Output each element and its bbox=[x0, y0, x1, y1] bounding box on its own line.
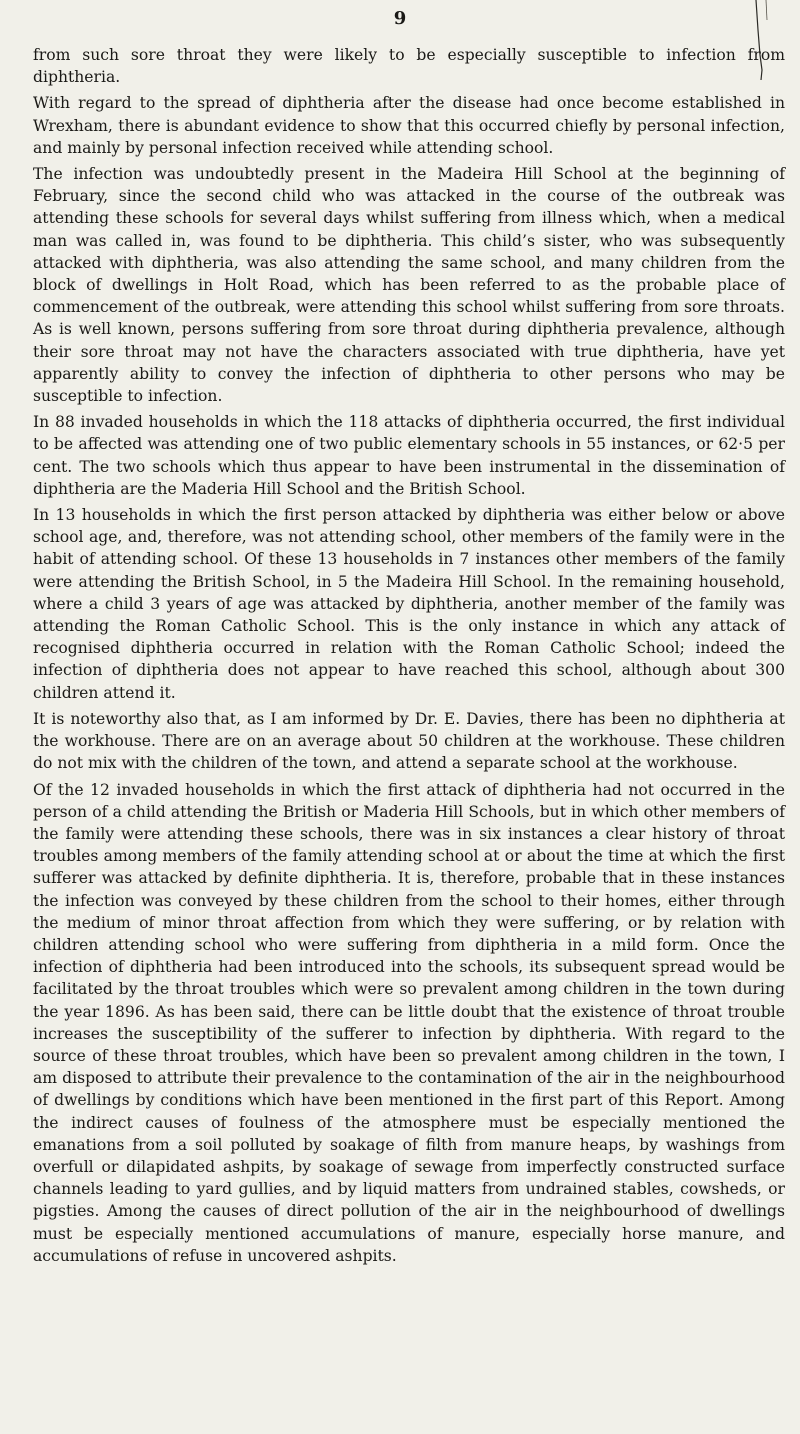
paragraph-workhouse: It is noteworthy also that, as I am informed by Dr. E. Davies, there has been no diphtheria at the workhouse. There are on an average about 50 children at the workhouse. These children do not mix with the children of the town, and attend a separate school at the workhouse. bbox=[33, 709, 785, 773]
paragraph-madeira-hill-school: The infection was undoubtedly present in the Madeira Hill School at the beginning of February, since the second child who was attacked in the course of the outbreak was attending these schools for several days whilst suffering from illness which, when a medical man was called in, was found to be diphtheria. This child’s sister, who was subsequently attacked with diphtheria, was also attending the same school, and many children from the block of dwellings in Holt Road, which has been referred to as the probable place of commencement of the outbreak, were attending this school whilst suffering from sore throats. As is well known, persons suffering from sore throat during diphtheria prevalence, although their sore throat may not have the characters associated with true diphtheria, have yet apparently ability to convey the infection of diphtheria to other persons who may be susceptible to infection. bbox=[33, 165, 785, 406]
paragraph-twelve-households: Of the 12 invaded households in which the first attack of diphtheria had not occurred in the person of a child attending the British or Maderia Hill Schools, but in which other members of the family were attending these schools, there was in six instances a clear history of throat troubles among members of the family attending school at or about the time at which the first sufferer was attacked by definite diphtheria. It is, therefore, probable that in these instances the infection was conveyed by these children from the school to their homes, either through the medium of minor throat affection from which they were suffering, or by relation with children attending school who were suffering from diphtheria in a mild form. Once the infection of diphtheria had been introduced into the schools, its subsequent spread would be facilitated by the throat troubles which were so prevalent among children in the town during the year 1896. As has been said, there can be little doubt that the existence of throat trouble increases the susceptibility of the sufferer to infection by diphtheria. With regard to the source of these throat troubles, which have been so prevalent among children in the town, I am disposed to attribute their prevalence to the contamination of the air in the neighbourhood of dwellings by conditions which have been mentioned in the first part of this Report. Among the indirect causes of foulness of the atmosphere must be especially mentioned the emanations from a soil polluted by soakage of filth from manure heaps, by washings from overfull or dilapidated ashpits, by soakage of sewage from imperfectly constructed surface channels leading to yard gullies, and by liquid matters from undrained stables, cowsheds, or pigsties. Among the causes of direct pollution of the air in the neighbourhood of dwellings must be especially mentioned accumulations of manure, especially horse manure, and accumulations of refuse in uncovered ashpits. bbox=[33, 780, 785, 1265]
paragraph-invaded-households: In 88 invaded households in which the 118 attacks of diphtheria occurred, the first individual to be affected was attending one of two public elementary schools in 55 instances, or 62·5 per cent. The two schools which thus appear to have been instrumental in the dissemination of diphtheria are the Maderia Hill School and the British School. bbox=[33, 413, 785, 498]
page-number: 9 bbox=[393, 8, 407, 29]
paragraph-spread-of-diphtheria: With regard to the spread of diphtheria after the disease had once become established in Wrexham, there is abundant evidence to show that this occurred chiefly by personal infection, and mainly by personal infection received while attending school. bbox=[33, 94, 785, 157]
paragraph-thirteen-households: In 13 households in which the first person attacked by diphtheria was either below or above school age, and, therefore, was not attending school, other members of the family were in the habit of attending school. Of these 13 households in 7 instances other members of the family were attending the British School, in 5 the Madeira Hill School. In the remaining household, where a child 3 years of age was attacked by diphtheria, another member of the family was attending the Roman Catholic School. This is the only instance in which any attack of recognised diphtheria occurred in relation with the Roman Catholic School; indeed the infection of diphtheria does not appear to have reached this school, although about 300 children attend it. bbox=[33, 506, 785, 702]
body-text bbox=[33, 44, 785, 1271]
paragraph-continuation: from such sore throat they were likely to be especially susceptible to infection from diphtheria. bbox=[33, 46, 785, 87]
